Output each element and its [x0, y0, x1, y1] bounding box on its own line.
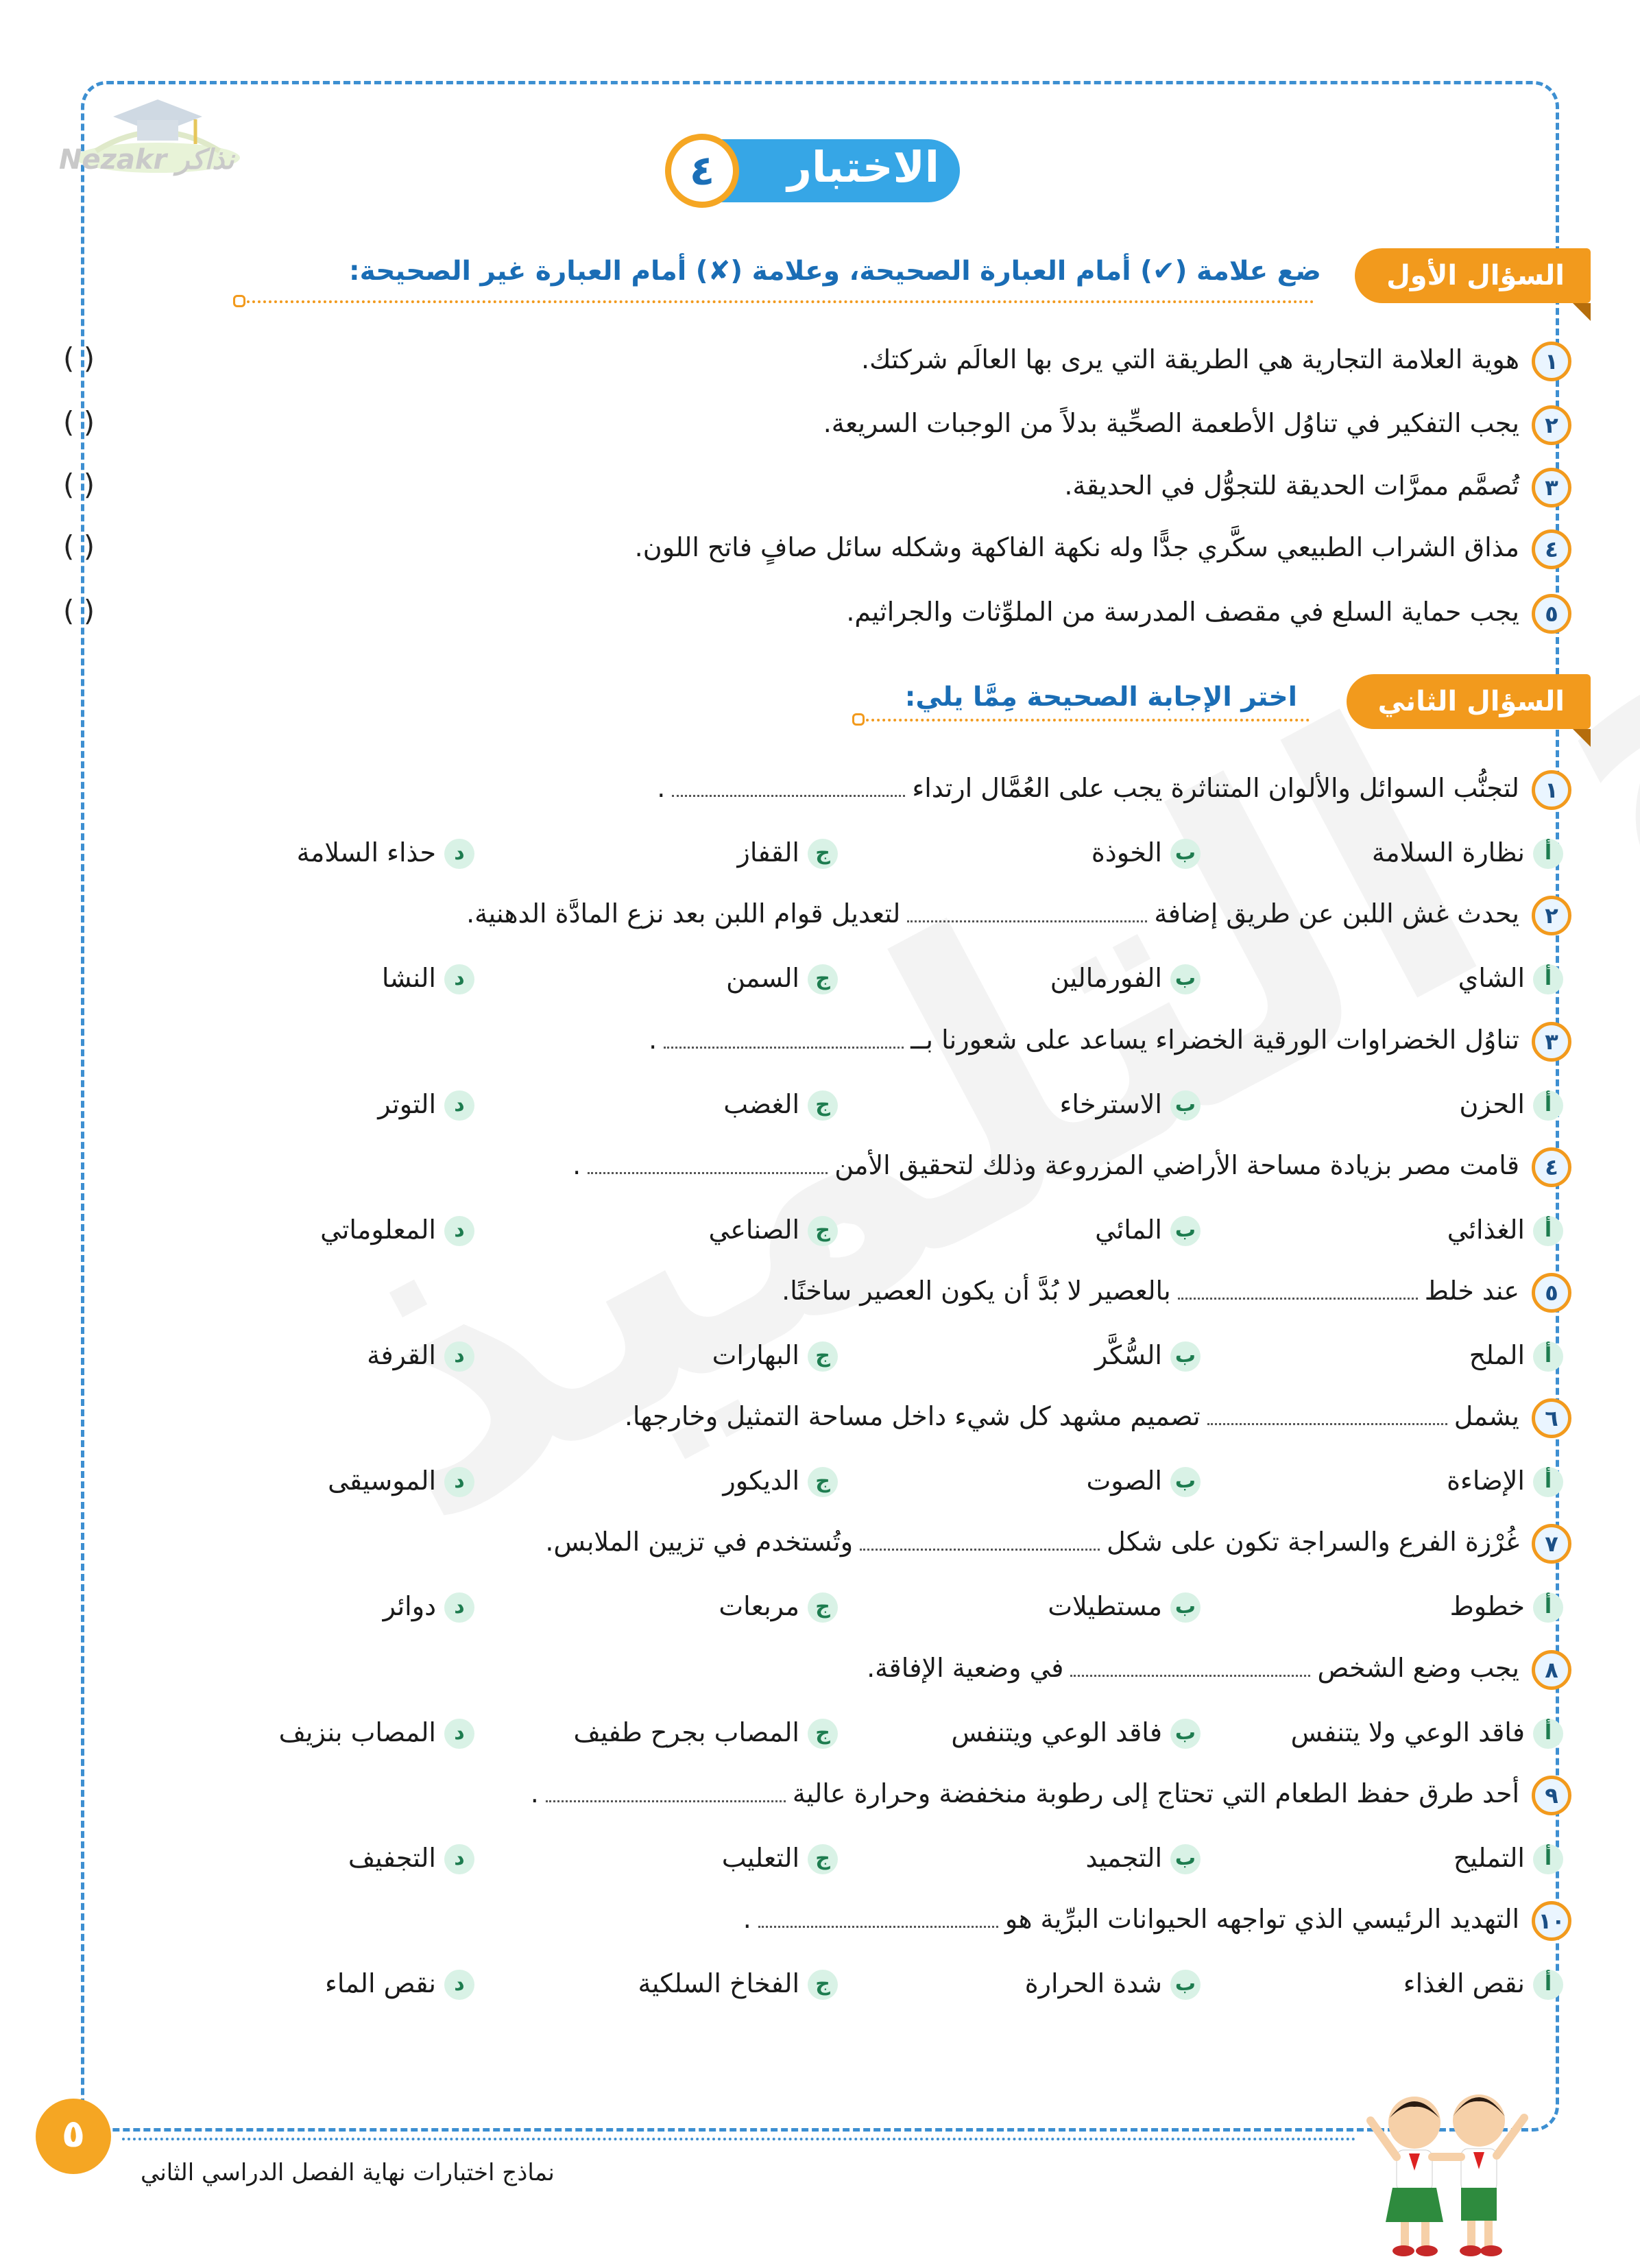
footer-text: نماذج اختبارات نهاية الفصل الدراسي الثاني: [141, 2159, 555, 2186]
answer-option[interactable]: [1275, 1587, 1563, 1628]
question-number: ٩: [1532, 1776, 1571, 1815]
answer-brackets[interactable]: ( ): [63, 342, 95, 375]
question-text-before: غُرْزة الفرع والسراجة تكون على شكل: [1107, 1527, 1519, 1557]
title-number-badge: ٤: [665, 134, 739, 208]
option-text: البهارات: [712, 1340, 799, 1370]
option-text: الديكور: [723, 1466, 799, 1496]
option-text: المعلوماتي: [320, 1215, 436, 1245]
answer-option[interactable]: [913, 1713, 1201, 1754]
option-letter-badge: د: [444, 1970, 474, 2000]
section-2-dotted-line: [860, 719, 1310, 721]
question-text: [657, 773, 1519, 803]
option-text: السُّكَّر: [1095, 1340, 1162, 1370]
answer-option[interactable]: [1275, 959, 1563, 1000]
option-text: الاسترخاء: [1059, 1089, 1162, 1119]
true-false-row: [63, 342, 1571, 385]
answer-option[interactable]: [186, 833, 474, 874]
question-text: [545, 1527, 1519, 1557]
option-letter-badge: ب: [1170, 839, 1201, 869]
option-text: الإضاءة: [1447, 1466, 1525, 1496]
option-letter-badge: د: [444, 839, 474, 869]
option-text: الفخاخ السلكية: [638, 1968, 799, 1998]
answer-option[interactable]: [550, 1461, 838, 1503]
statement-text: تُصمَّم ممرَّات الحديقة للتجوُّل في الحديقة.: [1064, 470, 1519, 501]
question-text-before: التهديد الرئيسي الذي تواجهه الحيوانات البرِّية هو: [1004, 1904, 1519, 1934]
answer-option[interactable]: [913, 1964, 1201, 2005]
option-letter-badge: ب: [1170, 1844, 1201, 1874]
option-letter-badge: ج: [808, 1719, 838, 1749]
option-text: المائي: [1095, 1215, 1162, 1245]
answer-option[interactable]: [186, 1336, 474, 1377]
mcq-question-row: [132, 1022, 1571, 1066]
answer-option[interactable]: [1275, 833, 1563, 874]
section-1-label: السؤال الأول: [1355, 248, 1591, 303]
mcq-question-row: [132, 770, 1571, 814]
question-text: [782, 1276, 1519, 1306]
page-number: ٥: [36, 2099, 111, 2174]
question-text: [625, 1401, 1519, 1431]
statement-text: يجب حماية السلع في مقصف المدرسة من الملوِّثات والجراثيم.: [846, 597, 1519, 627]
answer-option[interactable]: [186, 1713, 474, 1754]
question-text-after: تصميم مشهد كل شيء داخل مساحة التمثيل وخارجها.: [624, 1401, 1201, 1431]
option-letter-badge: ب: [1170, 1970, 1201, 2000]
question-text-after: بالعصير لا بُدَّ أن يكون العصير ساخنًا.: [782, 1276, 1171, 1306]
answer-option[interactable]: [186, 1964, 474, 2005]
mcq-question-row: [132, 1901, 1571, 1945]
option-letter-badge: ب: [1170, 1467, 1201, 1497]
answer-option[interactable]: [550, 1839, 838, 1880]
option-letter-badge: د: [444, 1844, 474, 1874]
answer-brackets[interactable]: ( ): [63, 405, 95, 439]
answer-option[interactable]: [186, 1587, 474, 1628]
question-number: ٨: [1532, 1650, 1571, 1690]
mcq-question-row: [132, 896, 1571, 940]
question-number: ٧: [1532, 1524, 1571, 1564]
option-text: التجميد: [1085, 1843, 1162, 1873]
answer-option[interactable]: [550, 1085, 838, 1126]
question-text-before: لتجنُّب السوائل والألوان المتناثرة يجب على العُمَّال ارتداء: [912, 773, 1519, 803]
option-letter-badge: أ: [1533, 1341, 1563, 1372]
option-text: الصوت: [1086, 1466, 1162, 1496]
question-text-before: تناوُل الخضراوات الورقية الخضراء يساعد على شعورنا بــ: [911, 1025, 1519, 1055]
answer-option[interactable]: [186, 959, 474, 1000]
exam-title: [672, 134, 974, 209]
option-text: خطوط: [1449, 1591, 1525, 1621]
question-text-after: .: [572, 1150, 581, 1180]
question-text-after: .: [657, 773, 666, 803]
question-number: ١: [1532, 770, 1571, 810]
answer-option[interactable]: [1275, 1210, 1563, 1252]
question-number: ٤: [1532, 1147, 1571, 1187]
option-text: الشاي: [1458, 963, 1525, 993]
option-text: المصاب بنزيف: [278, 1717, 436, 1747]
option-letter-badge: د: [444, 964, 474, 994]
option-letter-badge: أ: [1533, 1216, 1563, 1246]
mcq-question-row: [132, 1650, 1571, 1694]
option-text: السمن: [726, 963, 799, 993]
answer-option[interactable]: [913, 1587, 1201, 1628]
option-letter-badge: أ: [1533, 964, 1563, 994]
option-letter-badge: د: [444, 1592, 474, 1623]
answer-option[interactable]: [186, 1210, 474, 1252]
kids-illustration-icon: [1361, 2057, 1532, 2263]
option-text: فاقد الوعي ولا يتنفس: [1290, 1717, 1525, 1747]
answer-option[interactable]: [550, 1210, 838, 1252]
answer-blank[interactable]: [1207, 1423, 1447, 1425]
option-letter-badge: د: [444, 1090, 474, 1121]
option-text: الصناعي: [708, 1215, 799, 1245]
question-text-after: وتُستخدم في تزيين الملابس.: [545, 1527, 854, 1557]
question-text: [867, 1653, 1519, 1683]
option-text: الغذائي: [1447, 1215, 1525, 1245]
option-letter-badge: ج: [808, 1592, 838, 1623]
option-text: الغضب: [723, 1089, 799, 1119]
answer-brackets[interactable]: ( ): [63, 529, 95, 563]
option-letter-badge: ج: [808, 964, 838, 994]
mcq-question-row: [132, 1147, 1571, 1191]
question-text-after: لتعديل قوام اللبن بعد نزع المادَّة الدهنية.: [466, 898, 901, 929]
answer-option[interactable]: [1275, 1713, 1563, 1754]
answer-option[interactable]: [186, 1839, 474, 1880]
answer-blank[interactable]: [1178, 1298, 1418, 1300]
question-text-after: .: [649, 1025, 658, 1055]
answer-blank[interactable]: [1070, 1675, 1310, 1677]
answer-option[interactable]: [1275, 1839, 1563, 1880]
option-letter-badge: ج: [808, 1216, 838, 1246]
question-number: ١٠: [1532, 1901, 1571, 1941]
answer-option[interactable]: [550, 1587, 838, 1628]
answer-option[interactable]: [550, 1336, 838, 1377]
option-letter-badge: ب: [1170, 1216, 1201, 1246]
mcq-question-row: [132, 1524, 1571, 1568]
logo-wordmark: Nezakr نذاكر: [59, 144, 234, 176]
question-text: [466, 898, 1519, 929]
answer-option[interactable]: [913, 1839, 1201, 1880]
answer-brackets[interactable]: ( ): [63, 468, 95, 501]
question-text: [649, 1025, 1519, 1055]
answer-blank[interactable]: [758, 1926, 998, 1928]
option-text: نظارة السلامة: [1371, 837, 1525, 868]
question-text-before: يحدث غش اللبن عن طريق إضافة: [1154, 898, 1519, 929]
option-text: شدة الحرارة: [1024, 1968, 1162, 1998]
option-text: مستطيلات: [1048, 1591, 1162, 1621]
option-letter-badge: د: [444, 1467, 474, 1497]
option-letter-badge: ج: [808, 1090, 838, 1121]
true-false-row: [63, 594, 1571, 638]
option-text: التمليح: [1453, 1843, 1525, 1873]
answer-option[interactable]: [1275, 1964, 1563, 2005]
option-letter-badge: أ: [1533, 1592, 1563, 1623]
answer-option[interactable]: [1275, 1085, 1563, 1126]
question-text-before: يجب وضع الشخص: [1317, 1653, 1519, 1683]
option-letter-badge: ج: [808, 1970, 838, 2000]
section-1-instruction: ضع علامة (✔) أمام العبارة الصحيحة، وعلامة (✘) أمام العبارة غير الصحيحة:: [349, 256, 1321, 287]
option-text: الموسيقى: [328, 1466, 436, 1496]
answer-option[interactable]: [550, 1713, 838, 1754]
section-2-line-dot: [852, 713, 865, 726]
option-letter-badge: أ: [1533, 839, 1563, 869]
footer-dotted-line: [122, 2138, 1356, 2140]
option-text: نقص الماء: [325, 1968, 436, 1998]
answer-brackets[interactable]: ( ): [63, 594, 95, 628]
option-letter-badge: ب: [1170, 964, 1201, 994]
section-1-dotted-line: [241, 300, 1314, 303]
option-letter-badge: ب: [1170, 1719, 1201, 1749]
answer-option[interactable]: [1275, 1336, 1563, 1377]
option-text: الملح: [1469, 1340, 1525, 1370]
question-number: ٦: [1532, 1398, 1571, 1438]
option-letter-badge: ج: [808, 1467, 838, 1497]
option-letter-badge: د: [444, 1216, 474, 1246]
answer-blank[interactable]: [672, 795, 905, 797]
option-letter-badge: أ: [1533, 1719, 1563, 1749]
option-text: دوائر: [383, 1591, 436, 1621]
answer-option[interactable]: [186, 1461, 474, 1503]
question-number: ٣: [1532, 1022, 1571, 1062]
question-text: [743, 1904, 1519, 1934]
true-false-row: [63, 468, 1571, 512]
option-letter-badge: د: [444, 1341, 474, 1372]
answer-option[interactable]: [1275, 1461, 1563, 1503]
question-number: ٢: [1532, 405, 1571, 445]
option-text: نقص الغذاء: [1403, 1968, 1525, 1998]
option-letter-badge: أ: [1533, 1970, 1563, 2000]
answer-option[interactable]: [913, 1210, 1201, 1252]
true-false-row: [63, 405, 1571, 449]
answer-option[interactable]: [913, 1336, 1201, 1377]
answer-option[interactable]: [913, 1461, 1201, 1503]
question-number: ١: [1532, 342, 1571, 381]
option-letter-badge: ج: [808, 839, 838, 869]
question-text-after: .: [743, 1904, 751, 1934]
question-text-before: عند خلط: [1424, 1276, 1519, 1306]
answer-option[interactable]: [550, 833, 838, 874]
answer-blank[interactable]: [860, 1549, 1100, 1551]
answer-option[interactable]: [913, 833, 1201, 874]
option-letter-badge: ج: [808, 1844, 838, 1874]
option-letter-badge: أ: [1533, 1467, 1563, 1497]
section-2-label: السؤال الثاني: [1347, 674, 1591, 729]
question-text: [531, 1778, 1519, 1809]
statement-text: هوية العلامة التجارية هي الطريقة التي يرى بها العالَم شركتك.: [861, 344, 1519, 374]
option-text: الفورمالين: [1050, 963, 1162, 993]
option-letter-badge: أ: [1533, 1090, 1563, 1121]
option-text: المصاب بجرح طفيف: [573, 1717, 799, 1747]
title-label: الاختبار: [787, 142, 939, 192]
mcq-question-row: [132, 1776, 1571, 1819]
option-text: فاقد الوعي ويتنفس: [951, 1717, 1162, 1747]
section-1-line-dot: [233, 295, 245, 307]
answer-option[interactable]: [550, 959, 838, 1000]
answer-blank[interactable]: [588, 1172, 828, 1174]
option-letter-badge: د: [444, 1719, 474, 1749]
answer-blank[interactable]: [546, 1800, 786, 1802]
question-text-after: في وضعية الإفاقة.: [867, 1653, 1064, 1683]
option-text: التجفيف: [348, 1843, 436, 1873]
option-text: حذاء السلامة: [296, 837, 436, 868]
question-text-before: أحد طرق حفظ الطعام التي تحتاج إلى رطوبة منخفضة وحرارة عالية: [792, 1778, 1519, 1809]
question-number: ٤: [1532, 529, 1571, 569]
answer-blank[interactable]: [664, 1047, 904, 1049]
option-text: القرفة: [367, 1340, 436, 1370]
answer-option[interactable]: [550, 1964, 838, 2005]
option-text: مربعات: [719, 1591, 799, 1621]
option-text: النشا: [381, 963, 436, 993]
question-number: ٢: [1532, 896, 1571, 935]
answer-blank[interactable]: [907, 920, 1147, 922]
question-number: ٥: [1532, 594, 1571, 634]
section-2-instruction: اختر الإجابة الصحيحة مِمَّا يلي:: [904, 682, 1297, 713]
answer-option[interactable]: [186, 1085, 474, 1126]
answer-option[interactable]: [913, 959, 1201, 1000]
question-number: ٣: [1532, 468, 1571, 508]
option-letter-badge: ب: [1170, 1341, 1201, 1372]
statement-text: مذاق الشراب الطبيعي سكَّري جدًّا وله نكهة الفاكهة وشكله سائل صافٍ فاتح اللون.: [634, 532, 1519, 562]
option-letter-badge: ب: [1170, 1592, 1201, 1623]
mcq-question-row: [132, 1398, 1571, 1442]
option-text: القفاز: [737, 837, 799, 868]
option-text: الحزن: [1459, 1089, 1525, 1119]
question-text-before: قامت مصر بزيادة مساحة الأراضي المزروعة وذلك لتحقيق الأمن: [834, 1150, 1519, 1180]
option-text: التعليب: [721, 1843, 799, 1873]
option-letter-badge: ب: [1170, 1090, 1201, 1121]
mcq-question-row: [132, 1273, 1571, 1317]
question-text-before: يشمل: [1454, 1401, 1519, 1431]
true-false-row: [63, 529, 1571, 573]
option-text: الخوذة: [1091, 837, 1162, 868]
answer-option[interactable]: [913, 1085, 1201, 1126]
question-text: [572, 1150, 1519, 1180]
question-text-after: .: [530, 1778, 539, 1809]
option-text: التوتر: [378, 1089, 436, 1119]
option-letter-badge: ج: [808, 1341, 838, 1372]
question-number: ٥: [1532, 1273, 1571, 1313]
option-letter-badge: أ: [1533, 1844, 1563, 1874]
statement-text: يجب التفكير في تناوُل الأطعمة الصحِّية بدلاً من الوجبات السريعة.: [823, 408, 1519, 438]
